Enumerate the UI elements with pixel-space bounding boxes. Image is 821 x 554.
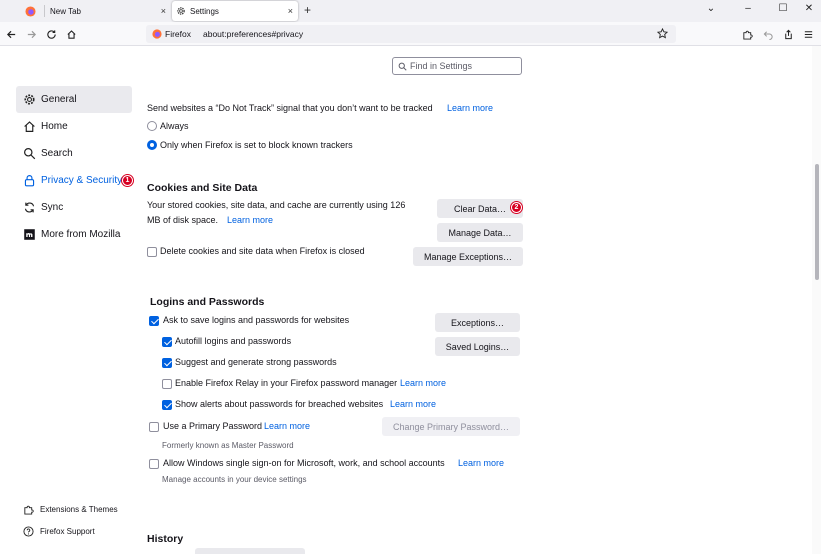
minimize-button[interactable]: – xyxy=(745,3,751,14)
ask-save-logins-label: Ask to save logins and passwords for websites xyxy=(163,315,350,325)
app-menu-hamburger-icon[interactable] xyxy=(801,27,815,41)
delete-cookies-on-close-label: Delete cookies and site data when Firefox is closed xyxy=(160,246,365,256)
clear-data-label: Clear Data… xyxy=(453,203,507,214)
list-all-tabs-icon[interactable]: ⌄ xyxy=(706,3,716,14)
url-text[interactable]: about:preferences#privacy xyxy=(202,29,304,39)
login-exceptions-label: Exceptions… xyxy=(450,317,505,328)
sidebar-item-label: General xyxy=(41,94,77,105)
share-icon[interactable] xyxy=(781,27,795,41)
sync-icon xyxy=(22,201,36,215)
back-button[interactable] xyxy=(4,27,18,41)
url-bar[interactable] xyxy=(146,25,676,43)
cookies-learn-more-link[interactable]: Learn more xyxy=(227,215,274,225)
sidebar-item-search[interactable] xyxy=(16,140,132,167)
page-scrollbar[interactable] xyxy=(812,46,821,554)
sidebar-item-label: Privacy & Security xyxy=(41,175,123,186)
firefox-logo-icon xyxy=(25,6,36,17)
primary-password-learn-more-link[interactable]: Learn more xyxy=(264,421,311,431)
history-select-partial[interactable] xyxy=(195,548,305,554)
forward-arrow-icon xyxy=(26,29,37,40)
puzzle-icon xyxy=(22,504,34,515)
breach-alerts-checkbox[interactable] xyxy=(162,400,172,410)
logins-heading: Logins and Passwords xyxy=(150,296,265,308)
autofill-logins-label: Autofill logins and passwords xyxy=(175,336,292,346)
manage-data-label: Manage Data… xyxy=(448,227,512,238)
manage-exceptions-button[interactable] xyxy=(413,247,523,266)
primary-password-label: Use a Primary Password xyxy=(163,421,263,431)
navigation-toolbar xyxy=(0,22,821,46)
reload-icon xyxy=(46,29,57,40)
new-tab-button[interactable]: + xyxy=(304,3,312,17)
mozilla-icon xyxy=(22,228,36,242)
bookmark-star-icon[interactable] xyxy=(657,28,668,41)
sidebar-link-label: Extensions & Themes xyxy=(40,505,118,514)
maximize-button[interactable]: ☐ xyxy=(778,3,788,14)
suggest-passwords-label: Suggest and generate strong passwords xyxy=(175,357,337,367)
windows-sso-label: Allow Windows single sign-on for Microsoft, work, and school accounts xyxy=(163,458,445,468)
search-icon xyxy=(398,62,407,71)
dnt-learn-more-link[interactable]: Learn more xyxy=(447,103,494,113)
sidebar-item-sync[interactable] xyxy=(16,194,132,221)
close-window-button[interactable]: ✕ xyxy=(804,3,814,14)
sidebar-item-label: Search xyxy=(41,148,73,159)
home-icon xyxy=(22,120,36,134)
saved-logins-label: Saved Logins… xyxy=(445,341,510,352)
sso-accounts-note: Manage accounts in your device settings xyxy=(162,475,307,484)
tab-label: New Tab xyxy=(50,6,81,16)
dnt-only-when-blocking-label: Only when Firefox is set to block known trackers xyxy=(160,140,353,150)
change-primary-password-label: Change Primary Password… xyxy=(392,421,510,432)
sidebar-item-label: Sync xyxy=(41,202,64,213)
dnt-always-label: Always xyxy=(160,121,189,131)
windows-sso-checkbox[interactable] xyxy=(149,459,159,469)
search-icon xyxy=(22,147,36,161)
tab-settings[interactable] xyxy=(172,1,298,21)
gear-icon xyxy=(22,93,36,107)
login-exceptions-button[interactable] xyxy=(435,313,520,332)
sidebar-link-extensions-themes[interactable] xyxy=(22,504,118,515)
home-button[interactable] xyxy=(64,27,78,41)
ask-save-logins-checkbox[interactable] xyxy=(149,316,159,326)
change-primary-password-button[interactable] xyxy=(382,417,520,436)
cookies-heading: Cookies and Site Data xyxy=(147,182,258,194)
sidebar-item-privacy-security[interactable] xyxy=(16,167,132,194)
sidebar-link-firefox-support[interactable] xyxy=(22,526,95,537)
close-tab-icon[interactable]: × xyxy=(287,6,293,16)
delete-cookies-on-close-checkbox[interactable] xyxy=(147,247,157,257)
scrollbar-thumb[interactable] xyxy=(815,164,819,280)
lock-icon xyxy=(22,174,36,188)
gear-icon xyxy=(176,6,186,16)
cookies-usage-text-2: MB of disk space. xyxy=(147,215,219,225)
home-icon xyxy=(66,29,77,40)
tab-label: Settings xyxy=(190,6,219,16)
step-badge: 2 xyxy=(511,202,522,213)
identity-box[interactable] xyxy=(152,29,197,39)
autofill-logins-checkbox[interactable] xyxy=(162,337,172,347)
sidebar-item-label: More from Mozilla xyxy=(41,229,121,240)
suggest-passwords-checkbox[interactable] xyxy=(162,358,172,368)
back-arrow-icon xyxy=(6,29,17,40)
relay-learn-more-link[interactable]: Learn more xyxy=(400,378,447,388)
firefox-relay-checkbox[interactable] xyxy=(162,379,172,389)
identity-label: Firefox xyxy=(165,29,191,39)
reload-button[interactable] xyxy=(44,27,58,41)
tab-strip xyxy=(0,0,821,22)
firefox-relay-label: Enable Firefox Relay in your Firefox password manager xyxy=(175,378,398,388)
extensions-puzzle-icon[interactable] xyxy=(740,27,754,41)
sidebar-item-general[interactable] xyxy=(16,86,132,113)
manage-data-button[interactable] xyxy=(437,223,523,242)
dnt-only-when-blocking-radio[interactable] xyxy=(147,140,157,150)
step-badge: 1 xyxy=(122,175,133,186)
sidebar-item-home[interactable] xyxy=(16,113,132,140)
manage-exceptions-label: Manage Exceptions… xyxy=(423,251,513,262)
dnt-description: Send websites a “Do Not Track” signal that you don’t want to be tracked xyxy=(147,103,433,113)
help-icon xyxy=(22,526,34,537)
sidebar-link-label: Firefox Support xyxy=(40,527,95,536)
formerly-master-password-note: Formerly known as Master Password xyxy=(162,441,294,450)
search-input[interactable] xyxy=(392,57,522,75)
firefox-view-tab[interactable] xyxy=(16,1,44,21)
dnt-always-radio[interactable] xyxy=(147,121,157,131)
cookies-usage-text: Your stored cookies, site data, and cache are currently using 126 xyxy=(147,200,406,210)
primary-password-checkbox[interactable] xyxy=(149,422,159,432)
sidebar-item-label: Home xyxy=(41,121,68,132)
history-heading: History xyxy=(147,533,184,545)
breach-learn-more-link[interactable]: Learn more xyxy=(390,399,437,409)
category-sidebar xyxy=(16,86,132,248)
saved-logins-button[interactable] xyxy=(435,337,520,356)
undo-icon[interactable] xyxy=(761,27,775,41)
sso-learn-more-link[interactable]: Learn more xyxy=(458,458,505,468)
tab-new-tab[interactable] xyxy=(44,1,170,21)
firefox-logo-icon xyxy=(152,29,162,39)
search-placeholder: Find in Settings xyxy=(410,61,473,71)
forward-button[interactable] xyxy=(24,27,38,41)
close-tab-icon[interactable]: × xyxy=(160,6,166,16)
sidebar-item-more-from-mozilla[interactable] xyxy=(16,221,132,248)
breach-alerts-label: Show alerts about passwords for breached websites xyxy=(175,399,384,409)
